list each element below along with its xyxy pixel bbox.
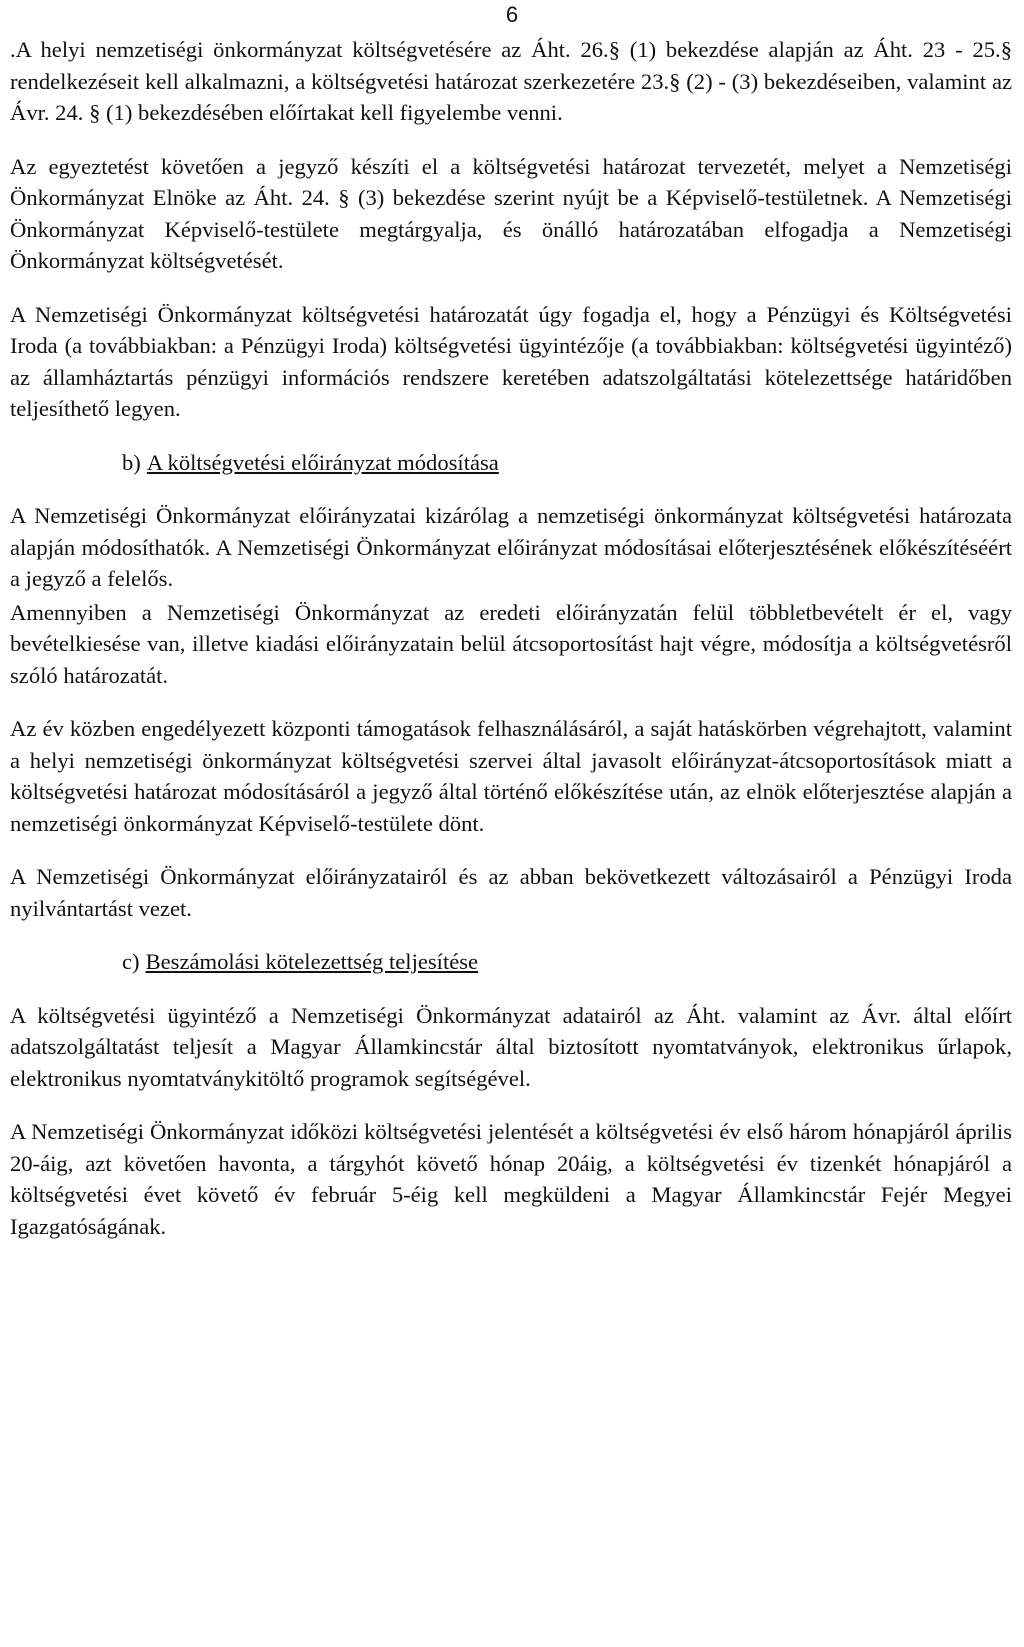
paragraph-nyilvantartas: A Nemzetiségi Önkormányzat előirányzatairól és az abban bekövetkezett változásairól a Pénzügyi Iroda nyilvántartást vezet. — [10, 864, 1012, 921]
paragraph-spacer — [10, 277, 1012, 299]
section-heading-c — [10, 946, 1012, 978]
paragraph-tobbletbevetel: Amennyiben a Nemzetiségi Önkormányzat az eredeti előirányzatán felül többletbevételt ér el, vagy bevételkiesése van, illetve kiadási előirányzatain belül átcsoportosítást hajt végre, módosítja a költségvetésről szóló határozatát. — [10, 599, 1012, 688]
paragraph-spacer — [10, 924, 1012, 946]
paragraph-spacer — [10, 425, 1012, 447]
paragraph-spacer — [10, 839, 1012, 861]
section-title: A költségvetési előirányzat módosítása — [146, 449, 499, 475]
paragraph-spacer — [10, 978, 1012, 1000]
paragraph-spacer — [10, 478, 1012, 500]
section-label: c) — [122, 949, 140, 974]
paragraph-aht-26: .A helyi nemzetiségi önkormányzat költségvetésére az Áht. 26.§ (1) bekezdése alapján az Áht. 23 - 25.§ rendelkezéseit kell alkalmazni, a költségvetési határozat szerkezetére 23.§ (2) - (3) bekezdéseiben, valamint az Ávr. 24. § (1) bekezdésében előírtakat kell figyelembe venni. — [10, 37, 1012, 125]
page-number: 6 — [505, 2, 519, 27]
paragraph-adatszolgaltatas: A költségvetési ügyintéző a Nemzetiségi Önkormányzat adatairól az Áht. valamint az Ávr. által előírt adatszolgáltatást teljesít a Magyar Államkincstár által biztosított nyomtatványok, elektronikus űrlapok, elektronikus nyomtatványkitöltő programok segítségével. — [10, 1002, 1012, 1091]
paragraph-hatarozat-elfogadas: A Nemzetiségi Önkormányzat költségvetési határozatát úgy fogadja el, hogy a Pénzügyi és Költségvetési Iroda (a továbbiakban: a Pénzügyi Iroda) költségvetési ügyintézője (a továbbiakban: költségvetési ügyintéző) az államháztartás pénzügyi információs rendszere keretében adatszolgáltatási kötelezettsége határidőben teljesíthető legyen. — [10, 301, 1012, 421]
paragraph-spacer — [10, 1094, 1012, 1116]
section-heading-b — [10, 447, 1012, 479]
paragraph-spacer — [10, 129, 1012, 151]
paragraph-ev-kozben: Az év közben engedélyezett központi támogatások felhasználásáról, a saját hatáskörben végrehajtott, valamint a helyi nemzetiségi önkormányzat költségvetési szervei által javasolt előirányzat-átcsoportosítások miatt a költségvetési határozat módosításáról a jegyző által történő előkészítése után, az elnök előterjesztése alapján a nemzetiségi önkormányzat Képviselő-testülete dönt. — [10, 716, 1012, 836]
section-label: b) — [122, 449, 141, 475]
paragraph-egyeztetes: Az egyeztetést követően a jegyző készíti el a költségvetési határozat tervezetét, melyet a Nemzetiségi Önkormányzat Elnöke az Áht. 24. § (3) bekezdése szerint nyújt be a Képviselő-testületnek. A Nemzetiségi Önkormányzat Képviselő-testülete megtárgyalja, és önálló határozatában elfogadja a Nemzetiségi Önkormányzat költségvetését. — [10, 153, 1012, 273]
paragraph-spacer — [10, 691, 1012, 713]
paragraph-eloiranyzat-modositas: A Nemzetiségi Önkormányzat előirányzatai kizárólag a nemzetiségi önkormányzat költségvetési határozata alapján módosíthatók. A Nemzetiségi Önkormányzat előirányzat módosításai előterjesztésének előkészítéséért a jegyző a felelős. — [10, 503, 1012, 591]
paragraph-idokozi-jelentes: A Nemzetiségi Önkormányzat időközi költségvetési jelentését a költségvetési év első három hónapjáról április 20-áig, azt követően havonta, a tárgyhót követő hónap 20áig, a költségvetési év tizenkét hónapjáról a költségvetési évet követő év február 5-éig kell megküldeni a Magyar Államkincstár Fejér Megyei Igazgatóságának. — [10, 1119, 1012, 1239]
section-title: Beszámolási kötelezettség teljesítése — [145, 949, 479, 974]
document-body — [10, 34, 1012, 1242]
